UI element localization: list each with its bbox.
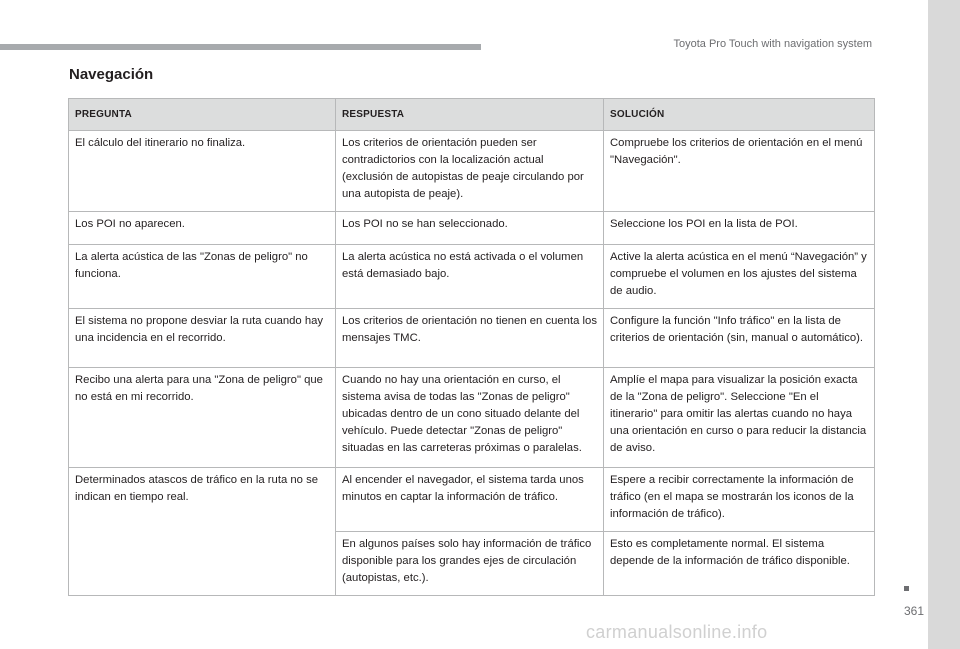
answer-cell: Los POI no se han seleccionado. — [336, 212, 604, 245]
question-cell: El cálculo del itinerario no finaliza. — [69, 131, 336, 212]
answer-cell: La alerta acústica no está activada o el volumen está demasiado bajo. — [336, 245, 604, 309]
solution-cell: Compruebe los criterios de orientación en el menú "Navegación". — [604, 131, 875, 212]
solution-cell: Amplíe el mapa para visualizar la posición exacta de la "Zona de peligro". Seleccione "En el itinerario" para omitir las alertas cuando no haya una orientación en curso o para reducir la distancia de aviso. — [604, 368, 875, 468]
page-number: 361 — [903, 604, 924, 618]
header-question: PREGUNTA — [69, 99, 336, 131]
table-row — [69, 468, 875, 532]
answer-cell: Al encender el navegador, el sistema tarda unos minutos en captar la información de tráfico. — [336, 468, 604, 532]
header-rule — [0, 44, 481, 50]
answer-cell: Cuando no hay una orientación en curso, el sistema avisa de todas las "Zonas de peligro" ubicadas dentro de un cono situado delante del vehículo. Puede detectar "Zonas de peligro" situadas en las carreteras próximas o paralelas. — [336, 368, 604, 468]
table-row — [69, 212, 875, 245]
question-cell: La alerta acústica de las "Zonas de peligro" no funciona. — [69, 245, 336, 309]
table-header-row — [69, 99, 875, 131]
table-row — [69, 245, 875, 309]
header-answer: RESPUESTA — [336, 99, 604, 131]
answer-cell: Los criterios de orientación no tienen en cuenta los mensajes TMC. — [336, 309, 604, 368]
question-cell: El sistema no propone desviar la ruta cuando hay una incidencia en el recorrido. — [69, 309, 336, 368]
answer-cell: En algunos países solo hay información de tráfico disponible para los grandes ejes de circulación (autopistas, etc.). — [336, 532, 604, 596]
question-cell: Determinados atascos de tráfico en la ruta no se indican en tiempo real. — [69, 468, 336, 596]
running-header: Toyota Pro Touch with navigation system — [673, 38, 872, 50]
solution-cell: Seleccione los POI en la lista de POI. — [604, 212, 875, 245]
page-marker — [904, 586, 909, 591]
table-row — [69, 131, 875, 212]
page-side-bar — [928, 0, 960, 649]
header-solution: SOLUCIÓN — [604, 99, 875, 131]
solution-cell: Espere a recibir correctamente la información de tráfico (en el mapa se mostrarán los iconos de la información de tráfico). — [604, 468, 875, 532]
section-title: Navegación — [69, 66, 154, 83]
question-cell: Recibo una alerta para una "Zona de peligro" que no está en mi recorrido. — [69, 368, 336, 468]
solution-cell: Active la alerta acústica en el menú “Navegación” y compruebe el volumen en los ajustes del sistema de audio. — [604, 245, 875, 309]
solution-cell: Configure la función "Info tráfico" en la lista de criterios de orientación (sin, manual o automático). — [604, 309, 875, 368]
table-row — [69, 309, 875, 368]
table-row — [69, 368, 875, 468]
question-cell: Los POI no aparecen. — [69, 212, 336, 245]
answer-cell: Los criterios de orientación pueden ser contradictorios con la localización actual (exclusión de autopistas de peaje circulando por una autopista de peaje). — [336, 131, 604, 212]
watermark: carmanualsonline.info — [586, 622, 768, 642]
solution-cell: Esto es completamente normal. El sistema depende de la información de tráfico disponible. — [604, 532, 875, 596]
troubleshooting-table — [68, 98, 875, 596]
